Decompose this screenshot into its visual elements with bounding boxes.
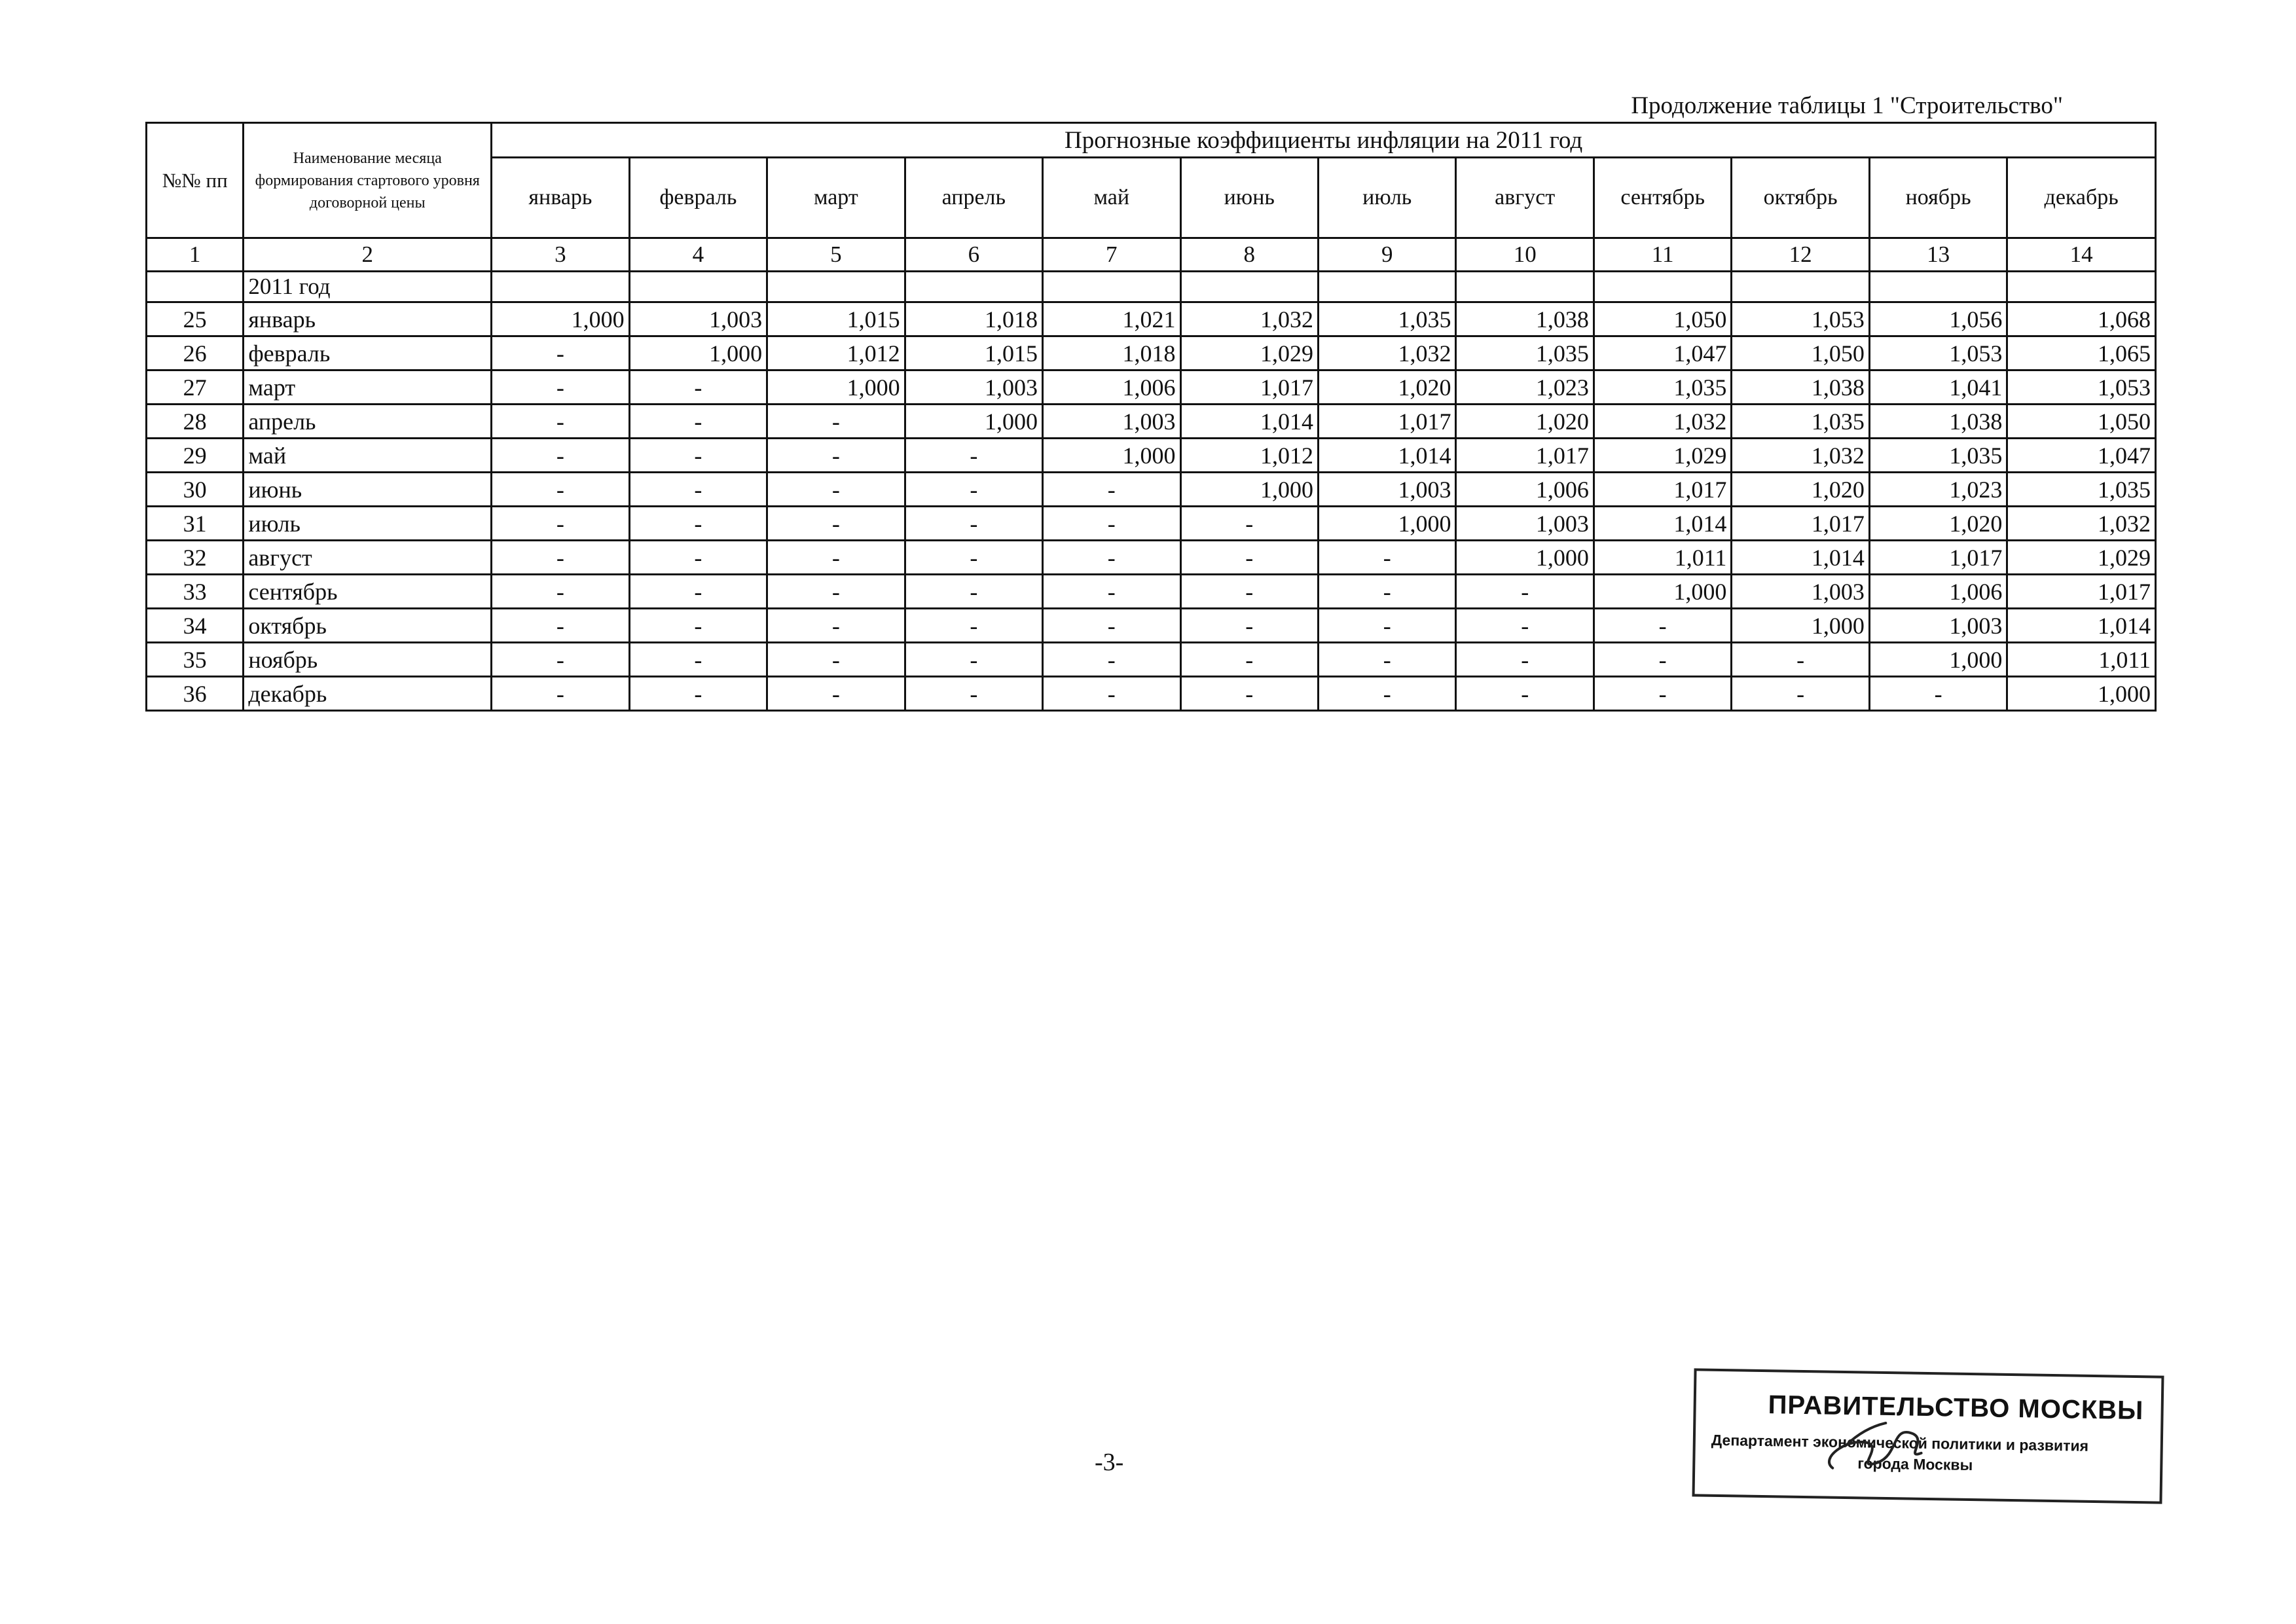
coefficient-cell: -	[905, 439, 1042, 473]
empty-cell	[1180, 272, 1318, 302]
coefficient-cell: 1,035	[1318, 302, 1455, 336]
row-number: 30	[147, 473, 244, 507]
coefficient-cell: 1,003	[1869, 609, 2007, 643]
row-month-name: июль	[244, 507, 492, 541]
month-header: сентябрь	[1594, 158, 1731, 238]
row-month-name: февраль	[244, 336, 492, 370]
coefficient-cell: -	[492, 405, 629, 439]
coefficient-cell: 1,020	[1732, 473, 1869, 507]
coefficient-cell: 1,020	[1456, 405, 1594, 439]
coefficient-cell: 1,050	[2007, 405, 2156, 439]
coefficient-cell: -	[1456, 609, 1594, 643]
coefficient-cell: 1,020	[1869, 507, 2007, 541]
coefficient-cell: 1,032	[1318, 336, 1455, 370]
coefficient-cell: 1,000	[767, 370, 905, 405]
coefficient-cell: 1,038	[1456, 302, 1594, 336]
column-index-cell: 1	[147, 238, 244, 272]
coefficient-cell: -	[1043, 609, 1180, 643]
month-header: февраль	[629, 158, 767, 238]
coefficient-cell: -	[1180, 575, 1318, 609]
coefficient-cell: 1,000	[1456, 541, 1594, 575]
coefficient-cell: -	[1456, 575, 1594, 609]
column-index-cell: 4	[629, 238, 767, 272]
table-caption: Продолжение таблицы 1 "Строительство"	[1631, 92, 2063, 119]
coefficient-cell: -	[767, 643, 905, 677]
coefficient-cell: -	[629, 575, 767, 609]
coefficient-cell: -	[1043, 677, 1180, 711]
coefficient-cell: -	[1869, 677, 2007, 711]
coefficient-cell: -	[767, 541, 905, 575]
row-month-name: январь	[244, 302, 492, 336]
coefficient-cell: -	[767, 507, 905, 541]
coefficient-cell: 1,017	[2007, 575, 2156, 609]
page-number: -3-	[1095, 1449, 1124, 1476]
coefficient-cell: -	[1043, 541, 1180, 575]
coefficient-cell: -	[767, 609, 905, 643]
table-row	[147, 439, 2156, 473]
coefficient-cell: -	[1043, 507, 1180, 541]
coefficient-cell: 1,035	[1594, 370, 1731, 405]
coefficient-cell: -	[1594, 643, 1731, 677]
coefficient-cell: -	[767, 473, 905, 507]
coefficient-cell: -	[492, 643, 629, 677]
coefficient-cell: -	[1594, 677, 1731, 711]
coefficient-cell: -	[905, 507, 1042, 541]
row-number: 25	[147, 302, 244, 336]
coefficient-cell: -	[492, 575, 629, 609]
empty-cell	[1456, 272, 1594, 302]
table-row	[147, 405, 2156, 439]
coefficient-cell: 1,020	[1318, 370, 1455, 405]
coefficient-cell: 1,047	[2007, 439, 2156, 473]
month-header: июнь	[1180, 158, 1318, 238]
coefficient-cell: -	[1180, 609, 1318, 643]
coefficient-cell: 1,035	[2007, 473, 2156, 507]
coefficient-cell: -	[767, 405, 905, 439]
coefficient-cell: -	[1043, 575, 1180, 609]
coefficient-cell: -	[1043, 643, 1180, 677]
column-index-cell: 13	[1869, 238, 2007, 272]
coefficient-cell: -	[905, 677, 1042, 711]
coefficient-cell: 1,018	[1043, 336, 1180, 370]
coefficient-cell: -	[767, 439, 905, 473]
coefficient-cell: -	[1180, 677, 1318, 711]
table-row	[147, 370, 2156, 405]
month-header: август	[1456, 158, 1594, 238]
table-row	[147, 302, 2156, 336]
coefficient-cell: -	[629, 370, 767, 405]
column-index-cell: 14	[2007, 238, 2156, 272]
coefficient-cell: -	[1180, 643, 1318, 677]
stamp-line-2: Департамент экономической политики и развития	[1711, 1431, 2089, 1454]
table-row	[147, 609, 2156, 643]
coefficient-cell: -	[492, 473, 629, 507]
coefficient-cell: -	[1456, 643, 1594, 677]
coefficient-cell: -	[767, 677, 905, 711]
coefficient-cell: -	[1318, 541, 1455, 575]
coefficient-cell: -	[1180, 541, 1318, 575]
coefficient-cell: 1,035	[1732, 405, 1869, 439]
year-label: 2011 год	[244, 272, 492, 302]
row-number: 31	[147, 507, 244, 541]
empty-cell	[492, 272, 629, 302]
column-index-cell: 10	[1456, 238, 1594, 272]
coefficient-cell: -	[629, 439, 767, 473]
coefficient-cell: 1,047	[1594, 336, 1731, 370]
coefficient-cell: -	[905, 473, 1042, 507]
month-header: декабрь	[2007, 158, 2156, 238]
coefficient-cell: -	[492, 370, 629, 405]
coefficient-cell: -	[905, 541, 1042, 575]
coefficient-cell: 1,003	[905, 370, 1042, 405]
row-month-name: апрель	[244, 405, 492, 439]
coefficient-cell: 1,014	[1732, 541, 1869, 575]
coefficient-cell: -	[905, 609, 1042, 643]
coefficient-cell: 1,029	[1180, 336, 1318, 370]
coefficient-cell: 1,000	[905, 405, 1042, 439]
inflation-coefficients-table	[145, 122, 2157, 712]
coefficient-cell: -	[905, 643, 1042, 677]
coefficient-cell: 1,006	[1869, 575, 2007, 609]
column-index-cell: 12	[1732, 238, 1869, 272]
coefficient-cell: -	[629, 507, 767, 541]
row-month-name: ноябрь	[244, 643, 492, 677]
row-number: 34	[147, 609, 244, 643]
year-row	[147, 272, 2156, 302]
column-index-cell: 2	[244, 238, 492, 272]
coefficient-cell: 1,003	[1318, 473, 1455, 507]
coefficient-cell: -	[629, 643, 767, 677]
table-row	[147, 677, 2156, 711]
coefficient-cell: 1,017	[1732, 507, 1869, 541]
coefficient-cell: 1,015	[905, 336, 1042, 370]
coefficient-cell: 1,021	[1043, 302, 1180, 336]
coefficient-cell: 1,000	[1594, 575, 1731, 609]
month-header: апрель	[905, 158, 1042, 238]
table-row	[147, 473, 2156, 507]
table-row	[147, 541, 2156, 575]
coefficient-cell: -	[1456, 677, 1594, 711]
coefficient-cell: 1,065	[2007, 336, 2156, 370]
column-index-cell: 3	[492, 238, 629, 272]
coefficient-cell: -	[1732, 677, 1869, 711]
coefficient-cell: -	[492, 507, 629, 541]
coefficient-cell: -	[1318, 609, 1455, 643]
col-num-header: №№ пп	[147, 123, 244, 238]
column-index-cell: 9	[1318, 238, 1455, 272]
row-month-name: май	[244, 439, 492, 473]
column-index-cell: 6	[905, 238, 1042, 272]
row-number: 32	[147, 541, 244, 575]
coefficient-cell: 1,038	[1732, 370, 1869, 405]
row-number: 29	[147, 439, 244, 473]
coefficient-cell: 1,014	[1180, 405, 1318, 439]
coefficient-cell: -	[492, 336, 629, 370]
month-header: ноябрь	[1869, 158, 2007, 238]
coefficient-cell: -	[629, 405, 767, 439]
row-month-name: октябрь	[244, 609, 492, 643]
coefficient-cell: -	[905, 575, 1042, 609]
coefficient-cell: -	[629, 609, 767, 643]
empty-cell	[1732, 272, 1869, 302]
coefficient-cell: 1,053	[2007, 370, 2156, 405]
coefficient-cell: -	[767, 575, 905, 609]
coefficient-cell: 1,000	[1318, 507, 1455, 541]
empty-cell	[1318, 272, 1455, 302]
row-month-name: декабрь	[244, 677, 492, 711]
table-row	[147, 643, 2156, 677]
coefficient-cell: 1,038	[1869, 405, 2007, 439]
coefficient-cell: 1,003	[1456, 507, 1594, 541]
coefficient-cell: -	[1318, 677, 1455, 711]
coefficient-cell: 1,017	[1180, 370, 1318, 405]
coefficient-cell: -	[1043, 473, 1180, 507]
coefficient-cell: 1,056	[1869, 302, 2007, 336]
table-row	[147, 575, 2156, 609]
coefficient-cell: 1,003	[629, 302, 767, 336]
coefficient-cell: -	[1318, 643, 1455, 677]
coefficient-cell: 1,017	[1869, 541, 2007, 575]
coefficient-cell: 1,023	[1869, 473, 2007, 507]
coefficient-cell: 1,000	[1043, 439, 1180, 473]
coefficient-cell: -	[629, 473, 767, 507]
coefficient-cell: 1,017	[1456, 439, 1594, 473]
row-number: 27	[147, 370, 244, 405]
coefficient-cell: 1,053	[1732, 302, 1869, 336]
coefficient-cell: -	[1594, 609, 1731, 643]
coefficient-cell: 1,015	[767, 302, 905, 336]
coefficient-cell: 1,035	[1456, 336, 1594, 370]
column-index-cell: 11	[1594, 238, 1731, 272]
coefficient-cell: 1,017	[1318, 405, 1455, 439]
row-number: 28	[147, 405, 244, 439]
coefficient-cell: 1,000	[2007, 677, 2156, 711]
row-number: 26	[147, 336, 244, 370]
row-month-name: август	[244, 541, 492, 575]
coefficient-cell: 1,068	[2007, 302, 2156, 336]
coefficient-cell: -	[492, 609, 629, 643]
coefficient-cell: 1,032	[1180, 302, 1318, 336]
month-header: октябрь	[1732, 158, 1869, 238]
empty-cell	[147, 272, 244, 302]
coefficient-cell: 1,000	[1732, 609, 1869, 643]
coefficient-cell: 1,014	[1594, 507, 1731, 541]
coefficient-cell: 1,003	[1732, 575, 1869, 609]
row-number: 33	[147, 575, 244, 609]
coefficient-cell: 1,012	[1180, 439, 1318, 473]
col-name-header: Наименование месяца формирования стартового уровня договорной цены	[244, 123, 492, 238]
coefficient-cell: 1,050	[1732, 336, 1869, 370]
official-stamp	[1692, 1368, 2164, 1504]
empty-cell	[767, 272, 905, 302]
coefficient-cell: 1,029	[1594, 439, 1731, 473]
row-month-name: сентябрь	[244, 575, 492, 609]
coefficient-cell: 1,011	[1594, 541, 1731, 575]
coefficient-cell: 1,029	[2007, 541, 2156, 575]
month-header: май	[1043, 158, 1180, 238]
coefficient-cell: -	[1318, 575, 1455, 609]
coefficient-cell: 1,041	[1869, 370, 2007, 405]
coefficient-cell: -	[492, 439, 629, 473]
table-row	[147, 507, 2156, 541]
coefficient-cell: -	[492, 541, 629, 575]
coefficient-cell: -	[1732, 643, 1869, 677]
coefficient-cell: 1,012	[767, 336, 905, 370]
column-index-cell: 5	[767, 238, 905, 272]
group-header: Прогнозные коэффициенты инфляции на 2011 год	[492, 123, 2156, 158]
empty-cell	[1043, 272, 1180, 302]
column-index-cell: 8	[1180, 238, 1318, 272]
coefficient-cell: 1,023	[1456, 370, 1594, 405]
coefficient-cell: 1,032	[2007, 507, 2156, 541]
coefficient-cell: 1,000	[1869, 643, 2007, 677]
table-row	[147, 336, 2156, 370]
coefficient-cell: 1,032	[1594, 405, 1731, 439]
stamp-line-1: ПРАВИТЕЛЬСТВО МОСКВЫ	[1768, 1390, 2144, 1426]
row-number: 36	[147, 677, 244, 711]
coefficient-cell: 1,000	[629, 336, 767, 370]
row-month-name: март	[244, 370, 492, 405]
coefficient-cell: 1,000	[1180, 473, 1318, 507]
empty-cell	[2007, 272, 2156, 302]
month-header: январь	[492, 158, 629, 238]
coefficient-cell: 1,014	[1318, 439, 1455, 473]
row-month-name: июнь	[244, 473, 492, 507]
stamp-line-3: города Москвы	[1857, 1454, 1973, 1474]
coefficient-cell: 1,011	[2007, 643, 2156, 677]
empty-cell	[629, 272, 767, 302]
empty-cell	[1594, 272, 1731, 302]
coefficient-cell: 1,050	[1594, 302, 1731, 336]
coefficient-cell: 1,018	[905, 302, 1042, 336]
coefficient-cell: 1,006	[1043, 370, 1180, 405]
coefficient-cell: -	[492, 677, 629, 711]
coefficient-cell: 1,014	[2007, 609, 2156, 643]
column-index-cell: 7	[1043, 238, 1180, 272]
coefficient-cell: 1,053	[1869, 336, 2007, 370]
month-header: июль	[1318, 158, 1455, 238]
signature	[1806, 1405, 1939, 1486]
empty-cell	[1869, 272, 2007, 302]
coefficient-cell: -	[629, 541, 767, 575]
empty-cell	[905, 272, 1042, 302]
coefficient-cell: -	[1180, 507, 1318, 541]
coefficient-cell: 1,006	[1456, 473, 1594, 507]
month-header: март	[767, 158, 905, 238]
coefficient-cell: 1,017	[1594, 473, 1731, 507]
coefficient-cell: 1,003	[1043, 405, 1180, 439]
coefficient-cell: 1,000	[492, 302, 629, 336]
coefficient-cell: 1,032	[1732, 439, 1869, 473]
coefficient-cell: 1,035	[1869, 439, 2007, 473]
row-number: 35	[147, 643, 244, 677]
coefficient-cell: -	[629, 677, 767, 711]
